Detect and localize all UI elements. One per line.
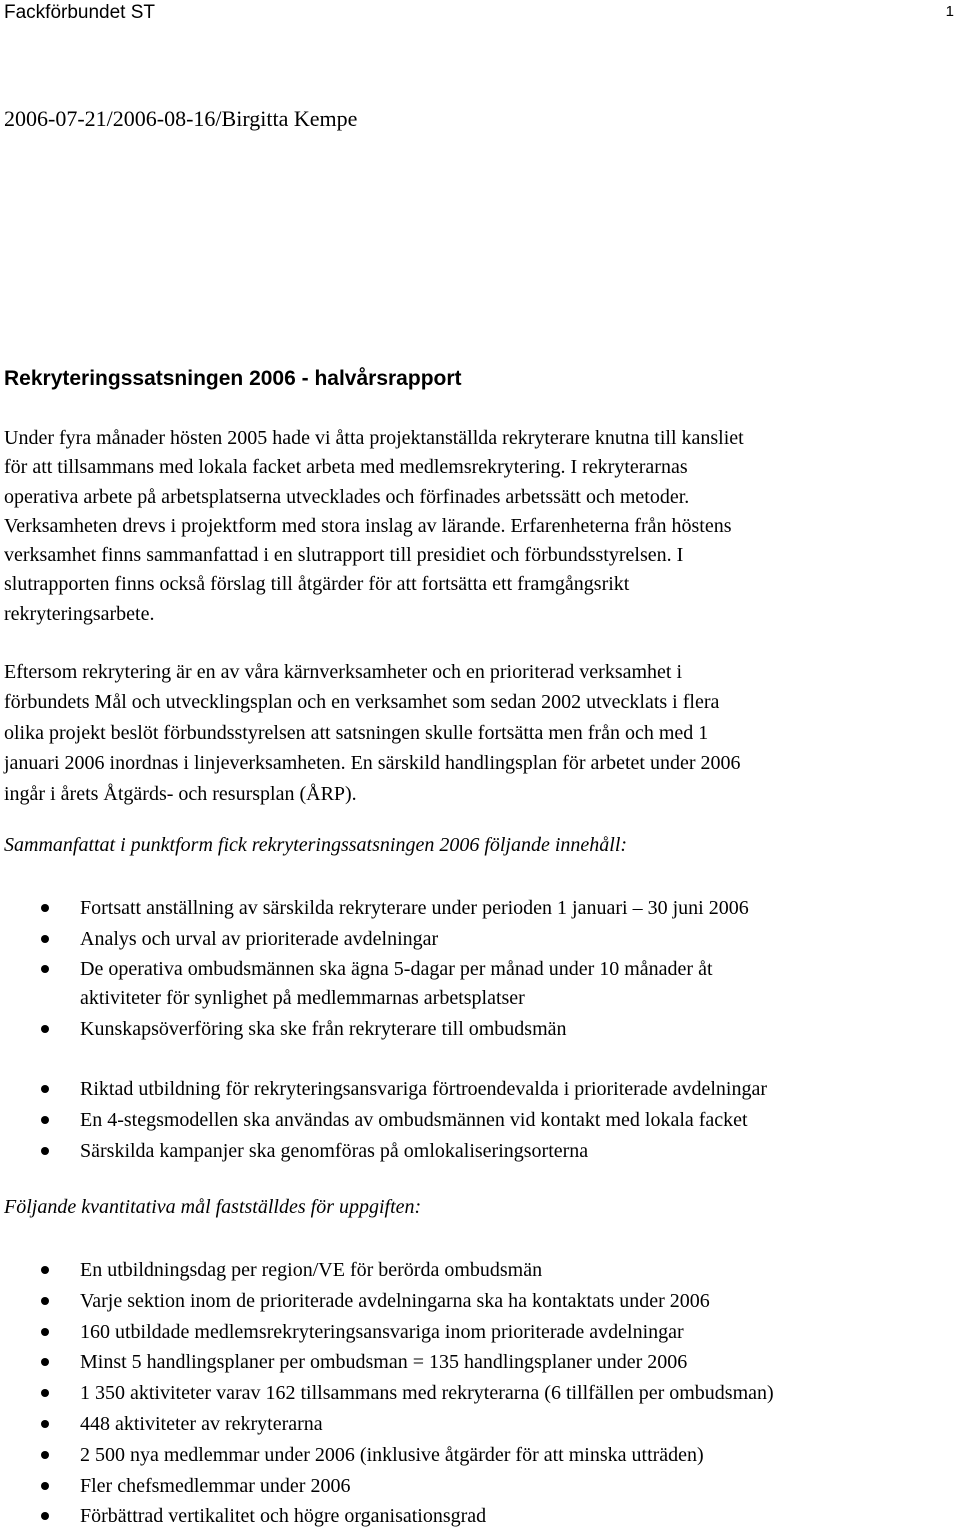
list-item-text: Fortsatt anställning av särskilda rekryterare under perioden 1 januari – 30 juni 2006 — [80, 897, 749, 919]
list-item-text: En 4-stegsmodellen ska användas av ombudsmännen vid kontakt med lokala facket — [80, 1109, 748, 1131]
organization-name: Fackförbundet ST — [4, 2, 156, 23]
document-title: Rekryteringssatsningen 2006 - halvårsrapport — [4, 367, 462, 390]
bullet-icon — [41, 965, 49, 973]
bullet-icon — [41, 904, 49, 912]
bullet-icon — [41, 1451, 49, 1459]
paragraph-line: januari 2006 inordnas i linjeverksamheten. En särskild handlingsplan för arbetet under 2006 — [4, 752, 741, 775]
paragraph-line: operativa arbete på arbetsplatserna utvecklades och förfinades arbetssätt och metoder. — [4, 485, 690, 508]
list-item-text: Varje sektion inom de prioriterade avdelningarna ska ha kontaktats under 2006 — [80, 1290, 710, 1312]
bullet-icon — [41, 1085, 49, 1093]
paragraph-line: verksamhet finns sammanfattad i en slutrapport till presidiet och förbundsstyrelsen. I — [4, 544, 684, 567]
goals-heading: Följande kvantitativa mål fastställdes för uppgiften: — [4, 1196, 422, 1218]
page-number: 1 — [945, 3, 954, 20]
intro-paragraph — [4, 424, 744, 629]
list-item-text-continued: aktiviteter för synlighet på medlemmarnas arbetsplatser — [80, 987, 525, 1009]
bullet-icon — [41, 1025, 49, 1033]
bullet-icon — [41, 1512, 49, 1520]
list-item-text: Särskilda kampanjer ska genomföras på omlokaliseringsorterna — [80, 1140, 589, 1162]
list-item-text: 1 350 aktiviteter varav 162 tillsammans med rekryterarna (6 tillfällen per ombudsman) — [80, 1382, 774, 1404]
list-item-text: Fler chefsmedlemmar under 2006 — [80, 1475, 351, 1497]
summary-heading: Sammanfattat i punktform fick rekryteringssatsningen 2006 följande innehåll: — [4, 834, 628, 856]
bullet-icon — [41, 1297, 49, 1305]
paragraph-line: Verksamheten drevs i projektform med stora inslag av lärande. Erfarenheterna från höstens — [4, 514, 732, 537]
list-item-text: Förbättrad vertikalitet och högre organisationsgrad — [80, 1505, 487, 1527]
bullet-icon — [41, 1116, 49, 1124]
decision-paragraph — [4, 657, 740, 809]
list-item-text: Riktad utbildning för rekryteringsansvariga förtroendevalda i prioriterade avdelningar — [80, 1078, 767, 1100]
list-item-text: En utbildningsdag per region/VE för berörda ombudsmän — [80, 1259, 543, 1281]
bullet-icon — [41, 1389, 49, 1397]
bullet-icon — [41, 1420, 49, 1428]
list-item-text: 448 aktiviteter av rekryterarna — [80, 1413, 323, 1435]
bullet-icon — [41, 1147, 49, 1155]
list-item-text: 160 utbildade medlemsrekryteringsansvariga inom prioriterade avdelningar — [80, 1321, 684, 1343]
list-item-text: 2 500 nya medlemmar under 2006 (inklusive åtgärder för att minska utträden) — [80, 1444, 704, 1466]
list-item-text: Minst 5 handlingsplaner per ombudsman = 135 handlingsplaner under 2006 — [80, 1351, 688, 1373]
list-item-text: De operativa ombudsmännen ska ägna 5-dagar per månad under 10 månader åt — [80, 958, 713, 980]
paragraph-line: för att tillsammans med lokala facket arbeta med medlemsrekrytering. I rekryterarnas — [4, 456, 688, 479]
paragraph-line: förbundets Mål och utvecklingsplan och en verksamhet som sedan 2002 utvecklats i flera — [4, 691, 720, 714]
bullet-icon — [41, 1328, 49, 1336]
paragraph-line: Under fyra månader hösten 2005 hade vi åtta projektanställda rekryterare knutna till kansliet — [4, 427, 744, 449]
bullet-icon — [41, 1358, 49, 1366]
date-author-line: 2006-07-21/2006-08-16/Birgitta Kempe — [4, 106, 358, 131]
paragraph-line: rekryteringsarbete. — [4, 602, 155, 625]
bullet-icon — [41, 935, 49, 943]
list-item-text: Analys och urval av prioriterade avdelningar — [80, 928, 439, 950]
bullet-icon — [41, 1266, 49, 1274]
paragraph-line: slutrapporten finns också förslag till åtgärder för att fortsätta ett framgångsrikt — [4, 573, 630, 596]
paragraph-line: ingår i årets Åtgärds- och resursplan (ÅRP). — [4, 782, 357, 805]
list-item-text: Kunskapsöverföring ska ske från rekryterare till ombudsmän — [80, 1018, 567, 1040]
paragraph-line: Eftersom rekrytering är en av våra kärnverksamheter och en prioriterad verksamhet i — [4, 661, 683, 683]
paragraph-line: olika projekt beslöt förbundsstyrelsen att satsningen skulle fortsätta men från och med 1 — [4, 721, 709, 744]
bullet-icon — [41, 1482, 49, 1490]
